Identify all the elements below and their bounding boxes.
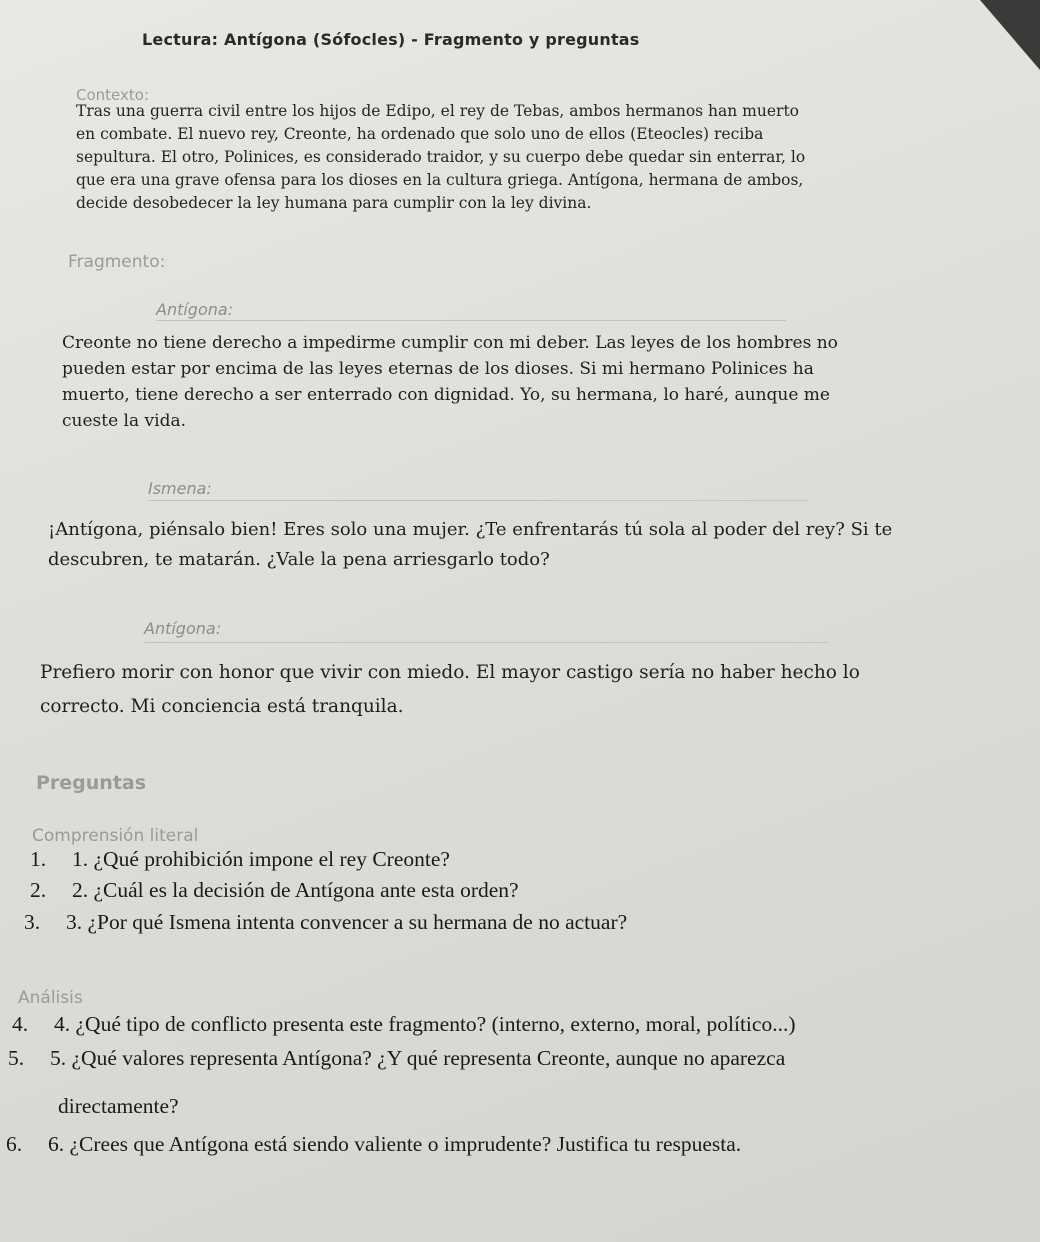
- context-line: en combate. El nuevo rey, Creonte, ha ordenado que solo uno de ellos (Eteocles) reciba: [76, 125, 764, 143]
- speech-line: descubren, te matarán. ¿Vale la pena arriesgarlo todo?: [48, 549, 550, 570]
- analysis-heading: Análisis: [18, 988, 83, 1008]
- speech-line: Prefiero morir con honor que vivir con miedo. El mayor castigo sería no haber hecho lo: [40, 662, 860, 683]
- question-number: 3.: [24, 910, 41, 934]
- questions-heading: Preguntas: [36, 772, 147, 794]
- question-text: 3. ¿Por qué Ismena intenta convencer a su hermana de no actuar?: [66, 910, 628, 934]
- page-title: Lectura: Antígona (Sófocles) - Fragmento y preguntas: [142, 30, 640, 49]
- context-line: decide desobedecer la ley humana para cumplir con la ley divina.: [76, 194, 592, 212]
- speaker-label: Ismena:: [148, 479, 212, 498]
- context-heading: Contexto:: [76, 86, 149, 104]
- speaker-label: Antígona:: [144, 619, 222, 638]
- speech-line: ¡Antígona, piénsalo bien! Eres solo una mujer. ¿Te enfrentarás tú sola al poder del rey? Si te: [48, 519, 893, 540]
- question-number: 2.: [30, 878, 47, 902]
- context-line: que era una grave ofensa para los dioses en la cultura griega. Antígona, hermana de ambos,: [76, 171, 804, 189]
- context-line: Tras una guerra civil entre los hijos de Edipo, el rey de Tebas, ambos hermanos han muerto: [76, 102, 800, 120]
- speech-line: muerto, tiene derecho a ser enterrado con dignidad. Yo, su hermana, lo haré, aunque me: [62, 385, 830, 405]
- literal-comprehension-heading: Comprensión literal: [32, 826, 199, 846]
- speech-line: correcto. Mi conciencia está tranquila.: [40, 696, 404, 717]
- question-text: 4. ¿Qué tipo de conflicto presenta este fragmento? (interno, externo, moral, político...): [54, 1012, 796, 1036]
- question-number: 1.: [30, 847, 47, 871]
- fragment-heading: Fragmento:: [68, 252, 166, 272]
- speaker-label: Antígona:: [156, 300, 234, 319]
- question-text: 6. ¿Crees que Antígona está siendo valiente o imprudente? Justifica tu respuesta.: [48, 1132, 742, 1156]
- question-number: 4.: [12, 1012, 29, 1036]
- speech-line: Creonte no tiene derecho a impedirme cumplir con mi deber. Las leyes de los hombres no: [62, 333, 838, 353]
- question-text: 1. ¿Qué prohibición impone el rey Creonte?: [72, 847, 450, 871]
- question-number: 6.: [6, 1132, 23, 1156]
- speech-line: pueden estar por encima de las leyes eternas de los dioses. Si mi hermano Polinices ha: [62, 359, 814, 379]
- speech-line: cueste la vida.: [62, 411, 186, 431]
- question-text: 5. ¿Qué valores representa Antígona? ¿Y qué representa Creonte, aunque no aparezca: [50, 1046, 786, 1070]
- context-line: sepultura. El otro, Polinices, es considerado traidor, y su cuerpo debe quedar sin enterrar, lo: [76, 148, 806, 166]
- question-text-continued: directamente?: [58, 1094, 179, 1118]
- question-text: 2. ¿Cuál es la decisión de Antígona ante esta orden?: [72, 878, 519, 902]
- question-number: 5.: [8, 1046, 25, 1070]
